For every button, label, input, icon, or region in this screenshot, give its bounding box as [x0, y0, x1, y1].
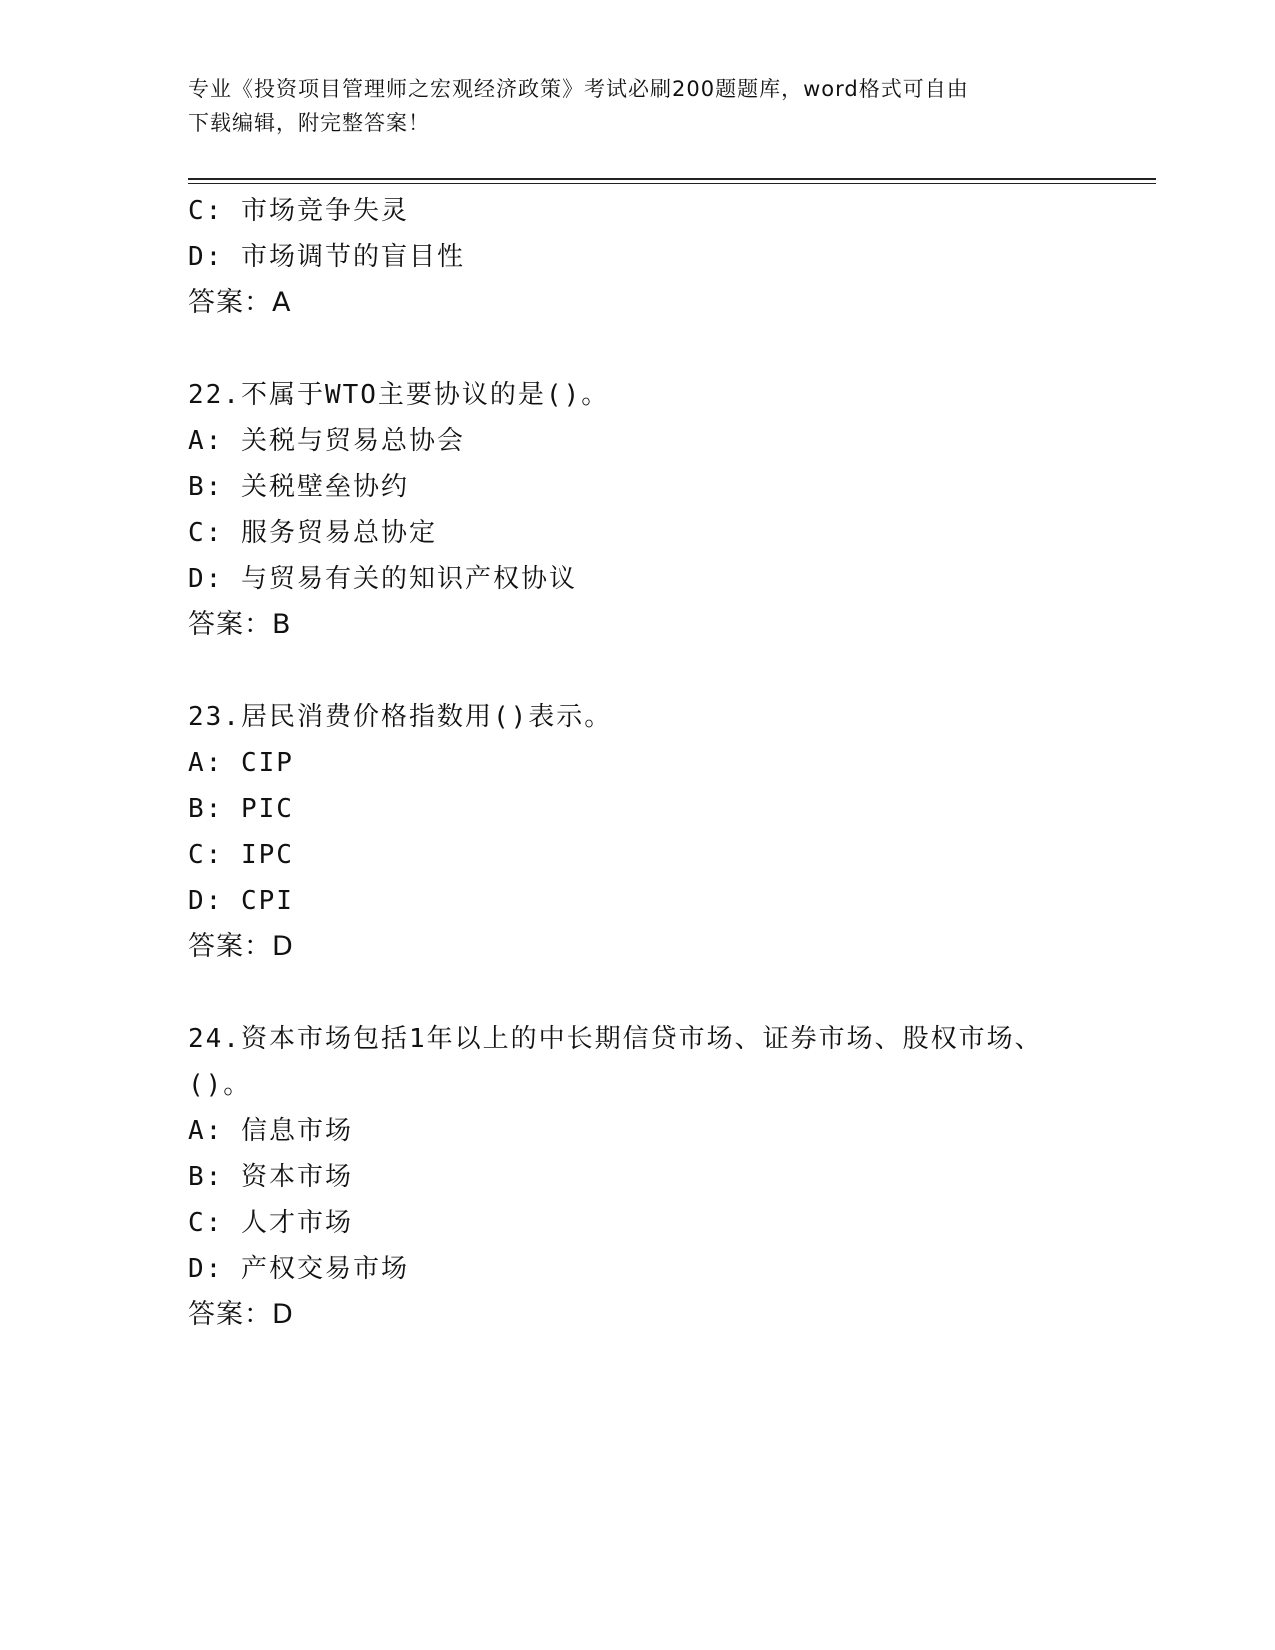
question-stem-line-1: 24.资本市场包括1年以上的中长期信贷市场、证券市场、股权市场、 [188, 1024, 1043, 1054]
option-c: C: 服务贸易总协定 [188, 518, 437, 548]
document-header [188, 72, 1068, 140]
option-a: A: CIP [188, 748, 294, 778]
option-b: B: 关税壁垒协约 [188, 472, 409, 502]
spacer [188, 970, 1118, 1016]
answer-line: 答案：D [188, 1299, 294, 1330]
question-stem: 23.居民消费价格指数用()表示。 [188, 702, 613, 732]
option-b: B: PIC [188, 794, 294, 824]
option-d: D: CPI [188, 886, 294, 916]
answer-line: 答案：B [188, 609, 292, 640]
option-a: A: 关税与贸易总协会 [188, 426, 465, 456]
option-b: B: 资本市场 [188, 1162, 353, 1192]
header-line-1: 专业《投资项目管理师之宏观经济政策》考试必刷200题题库，word格式可自由 [188, 77, 969, 101]
question-block-23 [188, 694, 1118, 970]
option-c: C: IPC [188, 840, 294, 870]
answer-line: 答案：A [188, 287, 292, 318]
spacer [188, 326, 1118, 372]
answer-line: 答案：D [188, 931, 294, 962]
option-a: A: 信息市场 [188, 1116, 353, 1146]
option-c: C: 人才市场 [188, 1208, 353, 1238]
question-block-21 [188, 188, 1118, 326]
question-block-22 [188, 372, 1118, 648]
header-rule-thick [188, 178, 1156, 180]
question-stem-line-2: ()。 [188, 1070, 252, 1100]
question-block-24 [188, 1016, 1118, 1338]
header-rule-thin [188, 183, 1156, 184]
header-line-2: 下载编辑，附完整答案！ [188, 111, 430, 135]
option-c: C: 市场竞争失灵 [188, 196, 409, 226]
option-d: D: 产权交易市场 [188, 1254, 409, 1284]
document-body [188, 188, 1118, 1338]
spacer [188, 648, 1118, 694]
option-d: D: 市场调节的盲目性 [188, 242, 465, 272]
option-d: D: 与贸易有关的知识产权协议 [188, 564, 577, 594]
question-stem: 22.不属于WTO主要协议的是()。 [188, 380, 610, 410]
